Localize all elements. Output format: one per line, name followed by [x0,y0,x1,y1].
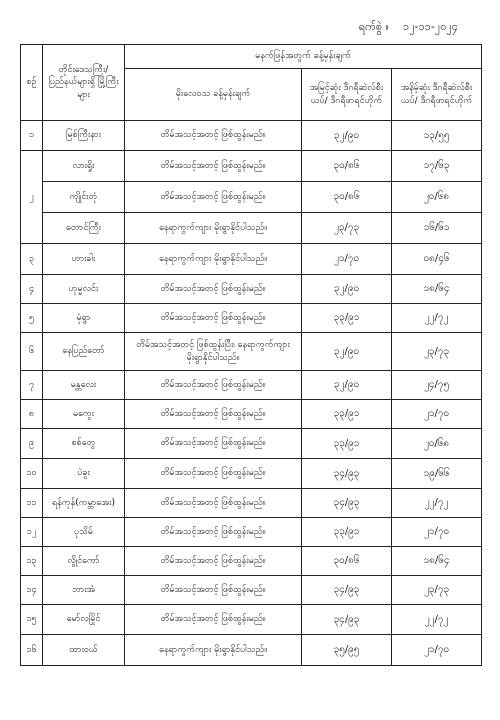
row-max: ၃၃/၉၁ [302,400,392,429]
table-row [21,547,482,576]
row-max: ၃၂/၉၀ [302,333,392,371]
row-condition: တိမ်အသင့်အတင့် ဖြစ်ထွန်းမည်။ [125,518,302,547]
row-max: ၃၃/၉၁ [302,518,392,547]
row-no: ၈ [21,400,43,429]
table-row [21,121,482,151]
row-condition: တိမ်အသင့်အတင့် ဖြစ်ထွန်းမည်။ [125,182,302,213]
table-row [21,429,482,459]
row-no: ၁၀ [21,459,43,489]
date-label: ရက်စွဲ ။ [358,20,389,33]
row-city: စစ်တွေ [43,429,125,459]
row-city: နေပြည်တော် [43,333,125,371]
table-row [21,459,482,489]
row-condition: တိမ်အသင့်အတင့် ဖြစ်ထွန်းမည်။ [125,304,302,333]
table-row [21,333,482,371]
row-no: ၄ [21,275,43,304]
row-min: ၂၂/၇၂ [392,605,482,635]
row-no: ၁၂ [21,518,43,547]
row-no: ၇ [21,371,43,400]
row-min: ၁၈/၆၄ [392,547,482,576]
row-city: မော်လမြိုင် [43,605,125,635]
table-row [21,635,482,666]
header-max-temp: အမြင့်ဆုံး ဒီဂရီဆဲလ်စီးယပ်/ ဒီဂရီဖာရင်ဟိုက် [302,69,392,121]
row-min: ၂၂/၇၂ [392,304,482,333]
row-city: မြစ်ကြီးနား [43,121,125,151]
row-city: ရန်ကုန်(ကမ္ဘာအေး) [43,489,125,518]
row-no: ၂ [21,151,43,244]
date-value: ၁၂-၁၁-၂၀၂၄ [402,20,458,33]
row-city: ကျိုင်းတုံ [43,182,125,213]
row-min: ၂၀/၆၈ [392,182,482,213]
row-no: ၁ [21,121,43,151]
row-condition: တိမ်အသင့်အတင့် ဖြစ်ထွန်းပြီး၊ နေရာကွက်ကျား မိုးရွာနိုင်ပါသည်။ [125,333,302,371]
row-condition: တိမ်အသင့်အတင့် ဖြစ်ထွန်းမည်။ [125,489,302,518]
row-no: ၁၁ [21,489,43,518]
table-row [21,371,482,400]
row-min: ၂၁/၇၀ [392,635,482,666]
row-condition: တိမ်အသင့်အတင့် ဖြစ်ထွန်းမည်။ [125,400,302,429]
row-max: ၃၄/၉၃ [302,459,392,489]
row-no: ၁၆ [21,635,43,666]
table-row [21,518,482,547]
row-condition: တိမ်အသင့်အတင့် ဖြစ်ထွန်းမည်။ [125,121,302,151]
row-city: ထားဝယ် [43,635,125,666]
row-no: ၁၃ [21,547,43,576]
table-row [21,182,482,213]
table-row [21,244,482,275]
row-condition: တိမ်အသင့်အတင့် ဖြစ်ထွန်းမည်။ [125,371,302,400]
row-no: ၁၄ [21,576,43,605]
row-min: ၁၃/၅၅ [392,121,482,151]
row-city: တောင်ကြီး [43,213,125,244]
row-max: ၃၂/၉၀ [302,121,392,151]
row-max: ၃၃/၉၁ [302,429,392,459]
row-min: ၁၉/၆၆ [392,459,482,489]
row-condition: တိမ်အသင့်အတင့် ဖြစ်ထွန်းမည်။ [125,275,302,304]
row-no: ၅ [21,304,43,333]
row-city: မုံရွာ [43,304,125,333]
table-row [21,489,482,518]
row-city: ပဲခူး [43,459,125,489]
row-condition: တိမ်အသင့်အတင့် ဖြစ်ထွန်းမည်။ [125,576,302,605]
row-max: ၃၂/၉၀ [302,371,392,400]
row-max: ၃၅/၉၅ [302,635,392,666]
row-max: ၃၀/၈၆ [302,151,392,182]
header-city: တိုင်းဒေသကြီး/ ပြည်နယ်များရှိ မြို့ကြီးများ [43,45,125,121]
table-row [21,400,482,429]
row-min: ၁၆/၆၁ [392,213,482,244]
row-city: ဟုမ္မလင်း [43,275,125,304]
row-city: ပုသိမ် [43,518,125,547]
header-condition: မိုးလေဝသ ခန့်မှန်းချက် [125,69,302,121]
row-min: ၁၈/၆၄ [392,275,482,304]
table-row [21,304,482,333]
row-max: ၃၀/၈၆ [302,182,392,213]
row-condition: နေရာကွက်ကျား မိုးရွာနိုင်ပါသည်။ [125,213,302,244]
row-max: ၃၀/၈၆ [302,547,392,576]
row-min: ၂၄/၇၅ [392,371,482,400]
row-min: ၀၈/၄၆ [392,244,482,275]
row-max: ၃၃/၉၁ [302,304,392,333]
row-min: ၂၀/၆၈ [392,429,482,459]
row-condition: တိမ်အသင့်အတင့် ဖြစ်ထွန်းမည်။ [125,429,302,459]
table-row [21,275,482,304]
row-city: ဘားအံ [43,576,125,605]
table-row [21,151,482,182]
row-max: ၃၄/၉၃ [302,605,392,635]
row-no: ၉ [21,429,43,459]
row-max: ၃၂/၉၀ [302,275,392,304]
row-condition: နေရာကွက်ကျား မိုးရွာနိုင်ပါသည်။ [125,244,302,275]
row-max: ၃၄/၉၃ [302,489,392,518]
row-condition: တိမ်အသင့်အတင့် ဖြစ်ထွန်းမည်။ [125,605,302,635]
row-min: ၂၁/၇၀ [392,400,482,429]
header-no: စဉ် [21,45,43,121]
row-condition: တိမ်အသင့်အတင့် ဖြစ်ထွန်းမည်။ [125,547,302,576]
row-city: လွိုင်ကော် [43,547,125,576]
row-max: ၂၃/၇၃ [302,213,392,244]
table-row [21,213,482,244]
row-min: ၂၂/၇၂ [392,489,482,518]
row-city: လားရှိုး [43,151,125,182]
row-min: ၂၁/၇၀ [392,518,482,547]
row-condition: နေရာကွက်ကျား မိုးရွာနိုင်ပါသည်။ [125,635,302,666]
row-city: ဟားခါး [43,244,125,275]
header-min-temp: အနိမ့်ဆုံး ဒီဂရီဆဲလ်စီးယပ်/ ဒီဂရီဖာရင်ဟိုက် [392,69,482,121]
row-min: ၂၃/၇၃ [392,576,482,605]
header-forecast-group: မနက်ဖြန်အတွက် ခန့်မှန်းချက် [125,45,482,69]
forecast-table [20,44,482,666]
row-condition: တိမ်အသင့်အတင့် ဖြစ်ထွန်းမည်။ [125,459,302,489]
row-no: ၆ [21,333,43,371]
row-condition: တိမ်အသင့်အတင့် ဖြစ်ထွန်းမည်။ [125,151,302,182]
table-row [21,605,482,635]
table-row [21,576,482,605]
row-max: ၃၄/၉၃ [302,576,392,605]
row-city: မကွေး [43,400,125,429]
row-no: ၁၅ [21,605,43,635]
row-min: ၂၃/၇၃ [392,333,482,371]
date-line [359,20,458,36]
row-city: မန္တလေး [43,371,125,400]
row-min: ၁၇/၆၃ [392,151,482,182]
row-max: ၂၁/၇၀ [302,244,392,275]
row-no: ၃ [21,244,43,275]
